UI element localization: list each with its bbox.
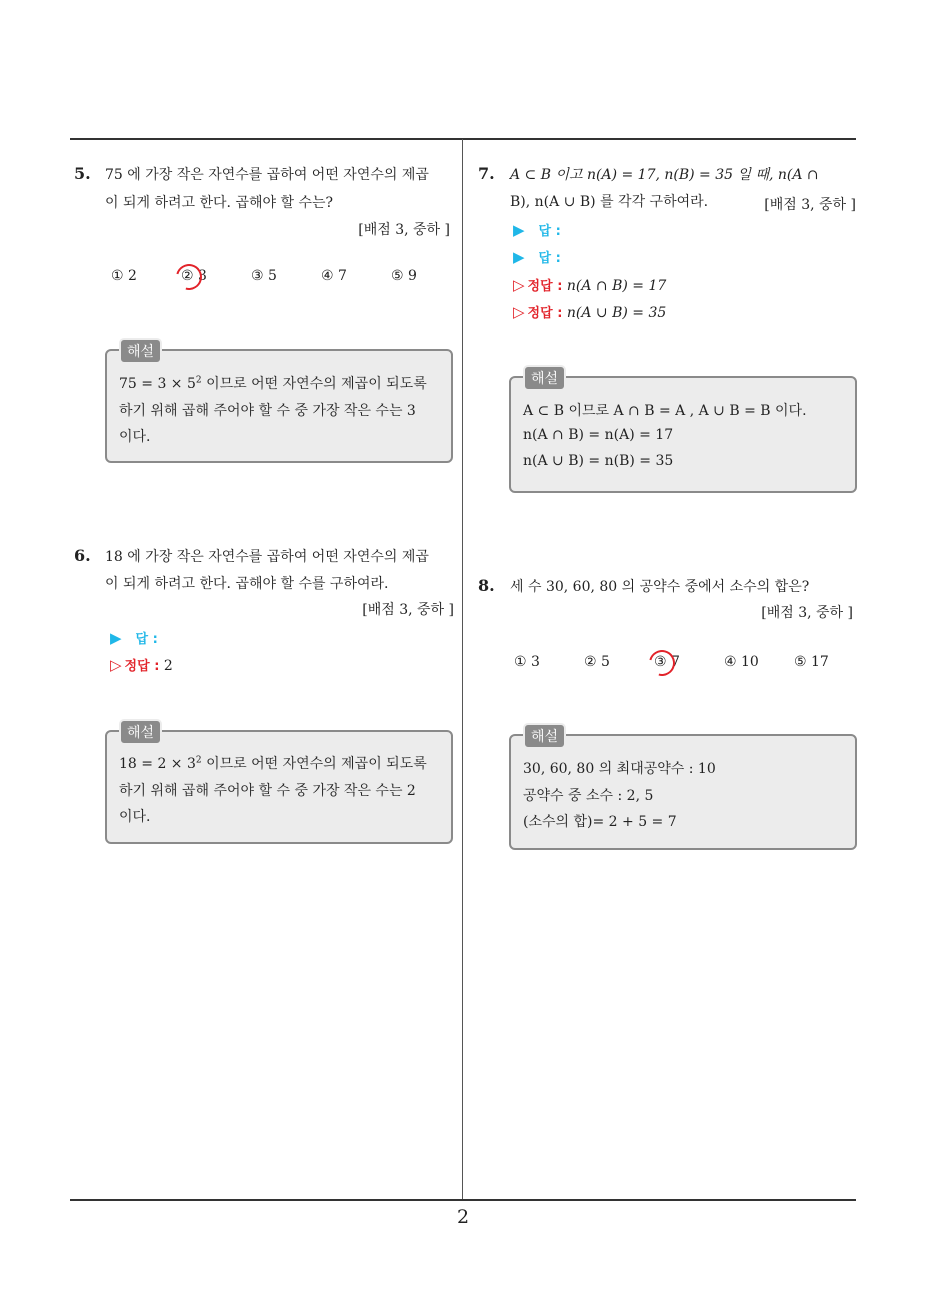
answer-label: 답 : [538,251,561,266]
page-number: 2 [456,1206,470,1228]
solution-tag: 해설 [119,338,162,364]
correct-value: 2 [163,658,173,674]
correct-label: 정답 : [124,659,160,674]
score-label: [배점 3, 중하 ] [761,605,853,621]
correct-value: n(A ∩ B) = 17 [566,278,667,294]
score-label: [배점 3, 중하 ] [764,197,856,213]
question-number: 7. [478,164,495,183]
solution-line: (소수의 합)= 2 + 5 = 7 [523,814,677,830]
question-number: 6. [74,546,91,565]
solution-box [509,729,857,850]
question-line-1: 18 에 가장 작은 자연수를 곱하여 어떤 자연수의 제곱 [105,549,429,565]
correct-value: n(A ∪ B) = 35 [566,305,667,321]
outline-triangle-icon: ▷ [110,656,122,674]
question-line-1: 세 수 30, 60, 80 의 공약수 중에서 소수의 합은? [510,579,810,595]
choice-1[interactable]: ① 2 [111,268,137,284]
correct-answer-row [513,302,666,321]
question-line-2: 이 되게 하려고 한다. 곱해야 할 수는? [105,195,333,211]
outline-triangle-icon: ▷ [513,303,525,321]
solution-line: $18 = 2 \times 3^2$ 이므로 어떤 자연수의 제곱이 되도록 [119,755,427,772]
choice-4[interactable]: ④ 10 [724,654,759,670]
solution-tag: 해설 [523,365,566,391]
outline-triangle-icon: ▷ [513,276,525,294]
solution-tag: 해설 [119,719,162,745]
solution-line: 30, 60, 80 의 최대공약수 : 10 [523,761,716,777]
choice-2[interactable]: ② 3 [181,268,207,284]
solution-line: 하기 위해 곱해 주어야 할 수 중 가장 작은 수는 3 [119,403,416,419]
solution-line: $75 = 3 \times 5^2$ 이므로 어떤 자연수의 제곱이 되도록 [119,375,427,392]
answer-row [513,220,561,239]
correct-answer-row [110,655,173,674]
solution-box [509,371,857,493]
triangle-icon: ▶ [513,221,525,239]
solution-box [105,344,453,463]
solution-line: 하기 위해 곱해 주어야 할 수 중 가장 작은 수는 2 [119,783,416,799]
correct-answer-row [513,275,666,294]
solution-tag: 해설 [523,723,566,749]
solution-line: n(A ∩ B) = n(A) = 17 [523,427,674,443]
choice-2[interactable]: ② 5 [584,654,610,670]
correct-label: 정답 : [527,279,563,294]
score-label: [배점 3, 중하 ] [362,602,454,618]
question-line-2: 이 되게 하려고 한다. 곱해야 할 수를 구하여라. [105,576,389,592]
answer-row [513,247,561,266]
choice-3[interactable]: ③ 5 [251,268,277,284]
choice-4[interactable]: ④ 7 [321,268,347,284]
choice-5[interactable]: ⑤ 9 [391,268,417,284]
choice-1[interactable]: ① 3 [514,654,540,670]
triangle-icon: ▶ [513,248,525,266]
score-label: [배점 3, 중하 ] [358,222,450,238]
answer-label: 답 : [538,224,561,239]
selected-answer-mark [171,259,207,295]
correct-label: 정답 : [527,306,563,321]
question-line-2: B), n(A ∪ B) 를 각각 구하여라. [510,194,709,210]
question-line-1: 75 에 가장 작은 자연수를 곱하여 어떤 자연수의 제곱 [105,167,429,183]
top-rule [70,138,856,140]
solution-line: A ⊂ B 이므로 A ∩ B = A , A ∪ B = B 이다. [523,403,807,419]
question-number: 8. [478,576,495,595]
triangle-icon: ▶ [110,629,122,647]
choice-5[interactable]: ⑤ 17 [794,654,829,670]
answer-row [110,628,158,647]
bottom-rule [70,1199,856,1201]
question-number: 5. [74,164,91,183]
choice-3[interactable]: ③ 7 [654,654,680,670]
solution-line: 공약수 중 소수 : 2, 5 [523,788,654,804]
column-divider [462,139,463,1201]
solution-line: 이다. [119,429,151,445]
answer-label: 답 : [135,632,158,647]
solution-line: n(A ∪ B) = n(B) = 35 [523,453,674,469]
selected-answer-mark [644,645,680,681]
solution-line: 이다. [119,809,151,825]
question-line-1: A ⊂ B 이고 n(A) = 17, n(B) = 35 일 때, n(A ∩ [510,167,819,183]
solution-box [105,725,453,844]
